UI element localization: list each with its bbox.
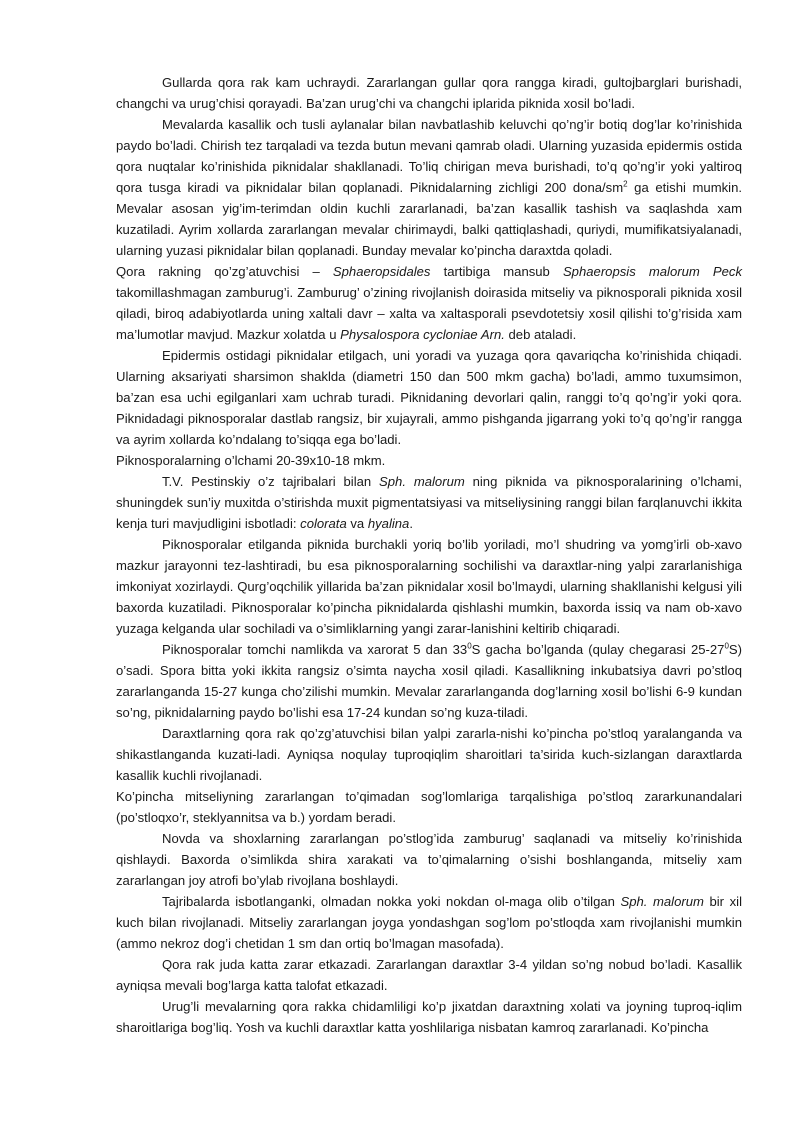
text-run: Piknosporalar tomchi namlikda va xarorat 5 dan 33 <box>162 642 468 657</box>
text-run: Novda va shoxlarning zararlangan po’stlog’ida zamburug’ saqlanadi va mitseliy ko’rinishida qishlaydi. Baxorda o’simlikda shira xarakati va to’qimalarning o’sishi boshlanganda, mitseliy xam zararlangan joy atrofi bo’ylab rivojlana boshlaydi. <box>116 831 742 888</box>
italic-term: Sphaeropsis malorum Peck <box>562 264 742 279</box>
paragraph <box>116 261 742 345</box>
text-run: Qora rakning qo’zg’atuvchisi – <box>116 264 333 279</box>
text-run: S) o’sadi. Spora bitta yoki ikkita rangsiz o’simta naycha xosil qiladi. Kasallikning inkubatsiya davri po’stloq zararlanganda 15-27 kunga cho’zilishi mumkin. Mevalar zararlanganda dog’larning xosil bo’lishi 6-9 kundan so’ng, piknidalarning paydo bo’lishi esa 17-24 kundan so’ng kuza-tiladi. <box>116 642 742 720</box>
text-run: takomillashmagan zamburug’i. Zamburug’ o’zining rivojlanish doirasida mitseliy va piknosporali piknida xosil qiladi, biroq adabiyotlarda uning xaltali davr – xalta va xaltasporali psevdotetsiy xosil qilishi to’g’risida xam ma’lumotlar mavjud. Mazkur xolatda u <box>116 285 742 342</box>
italic-term: colorata <box>300 516 347 531</box>
paragraph <box>116 996 742 1038</box>
text-run: ga etishi mumkin. Mevalar asosan yig’im-terimdan oldin kuchli zararlanadi, ba’zan kasallik tashish va saqlashda xam kuzatiladi. Ayrim xollarda zararlangan mevalar chirimaydi, balki qattiqlashadi, quriydi, mumifikatsiyalanadi, ularning yuzasi piknidalar bilan qoplanadi. Bunday mevalar ko’pincha daraxtda qoladi. <box>116 180 742 258</box>
text-run: Ko’pincha mitseliyning zararlangan to’qimadan sog’lomlariga tarqalishiga po’stloq zararkunandalari (po’stloqxo’r, steklyannitsa va b.) yordam beradi. <box>116 789 742 825</box>
text-run: bir xil kuch bilan rivojlanadi. Mitseliy zararlangan joyga yondashgan sog’lom po’stloqda xam rivojlanishi mumkin (ammo nekroz dog’i chetidan 1 sm dan ortiq bo’lmagan masofada). <box>116 894 742 951</box>
italic-term: Sph. malorum <box>620 894 704 909</box>
paragraph <box>116 954 742 996</box>
paragraph <box>116 450 742 471</box>
superscript: 0 <box>724 641 729 651</box>
text-run: T.V. Pestinskiy o’z tajribalari bilan <box>162 474 380 489</box>
text-run: deb ataladi. <box>504 327 577 342</box>
text-run: Gullarda qora rak kam uchraydi. Zararlangan gullar qora rangga kiradi, gultojbarglari burishadi, changchi va urug’chisi qorayadi. Ba’zan urug’chi va changchi iplarida piknida xosil bo’ladi. <box>116 75 742 111</box>
text-run: Qora rak juda katta zarar etkazadi. Zararlangan daraxtlar 3-4 yildan so’ng nobud bo’ladi. Kasallik ayniqsa mevali bog’larga katta talofat etkazadi. <box>116 957 742 993</box>
italic-term: Sph. malorum <box>379 474 465 489</box>
italic-term: Sphaeropsidales <box>332 264 431 279</box>
document-page <box>116 72 742 1038</box>
paragraph <box>116 471 742 534</box>
text-run: tartibiga mansub <box>430 264 563 279</box>
text-run: va <box>346 516 368 531</box>
text-run: Mevalarda kasallik och tusli aylanalar bilan navbatlashib keluvchi qo’ng’ir botiq dog’lar ko’rinishida paydo bo’ladi. Chirish tez tarqaladi va tezda butun mevani qamrab oladi. Ularning yuzasida epidermis ostida qora nuqtalar ko’rinishida piknidalar shakllanadi. To’liq chirigan meva burishadi, to’q qo’ng’ir yoki yaltiroq qora tusga kiradi va piknidalar bilan qoplanadi. Piknidalarning zichligi 200 dona/sm <box>116 117 742 195</box>
text-run: ning piknida va piknosporalarining o’lchami, shuningdek sun’iy muxitda o’stirishda muxit pigmentatsiyasi va mitseliysining ranggi bilan farqlanuvchi ikkita kenja turi mavjudligini isbotladi: <box>116 474 742 531</box>
text-run: Piknosporalar etilganda piknida burchakli yoriq bo’lib yoriladi, mo’l shudring va yomg’irli ob-xavo mazkur jarayonni tez-lashtiradi, bu esa piknosporalarning sochilishi va daraxtlar-ning yalpi zararlanishiga imkoniyat xozirlaydi. Qurg’oqchilik yillarida ba’zan piknidalar xosil bo’lmaydi, ularning shakllanishi kelgusi yili baxorda kuzatiladi. Piknosporalar ko’pincha piknidalarda qishlashi mumkin, baxorda issiq va nam ob-xavo yuzaga kelganda ular sochiladi va o’simliklarning yangi zarar-lanishini keltirib chiqaradi. <box>116 537 742 636</box>
text-run: Epidermis ostidagi piknidalar etilgach, uni yoradi va yuzaga qora qavariqcha ko’rinishida chiqadi. Ularning aksariyati sharsimon shaklda (diametri 150 dan 500 mkm gacha) bo’ladi, ammo tuxumsimon, ba’zan esa uchi egilganlari xam uchrab turadi. Piknidaning devorlari qalin, ranggi to’q qo’ng’ir yoki qora. Piknidadagi piknosporalar dastlab rangsiz, bir xujayrali, ammo pishganda jigarrang yoki to’q qo’ng’ir rangga va ayrim xollarda ko’ndalang to’siqqa ega bo’ladi. <box>116 348 742 447</box>
paragraph <box>116 828 742 891</box>
text-run: Tajribalarda isbotlanganki, olmadan nokka yoki nokdan ol-maga olib o’tilgan <box>162 894 621 909</box>
text-run: Piknosporalarning o’lchami 20-39x10-18 mkm. <box>116 453 386 468</box>
paragraph <box>116 786 742 828</box>
paragraph <box>116 639 742 723</box>
superscript: 2 <box>623 179 628 189</box>
paragraph <box>116 72 742 114</box>
text-run: Daraxtlarning qora rak qo’zg’atuvchisi bilan yalpi zararla-nishi ko’pincha po’stloq yaralanganda va shikastlanganda kuzati-ladi. Ayniqsa noqulay tuproqiqlim sharoitlari ta’sirida kuch-sizlangan daraxtlarda kasallik kuchli rivojlanadi. <box>116 726 742 783</box>
paragraph <box>116 723 742 786</box>
italic-term: hyalina <box>367 516 410 531</box>
paragraph <box>116 891 742 954</box>
paragraph <box>116 345 742 450</box>
italic-term: Physalospora cycloniae Arn. <box>340 327 505 342</box>
superscript: 0 <box>467 641 472 651</box>
text-run: . <box>409 516 413 531</box>
paragraph <box>116 114 742 261</box>
paragraph <box>116 534 742 639</box>
text-run: S gacha bo’lganda (qulay chegarasi 25-27 <box>471 642 725 657</box>
text-run: Urug’li mevalarning qora rakka chidamliligi ko’p jixatdan daraxtning xolati va joyning tuproq-iqlim sharoitlariga bog’liq. Yosh va kuchli daraxtlar katta yoshlilariga nisbatan kamroq zararlanadi. Ko’pincha <box>116 999 742 1035</box>
